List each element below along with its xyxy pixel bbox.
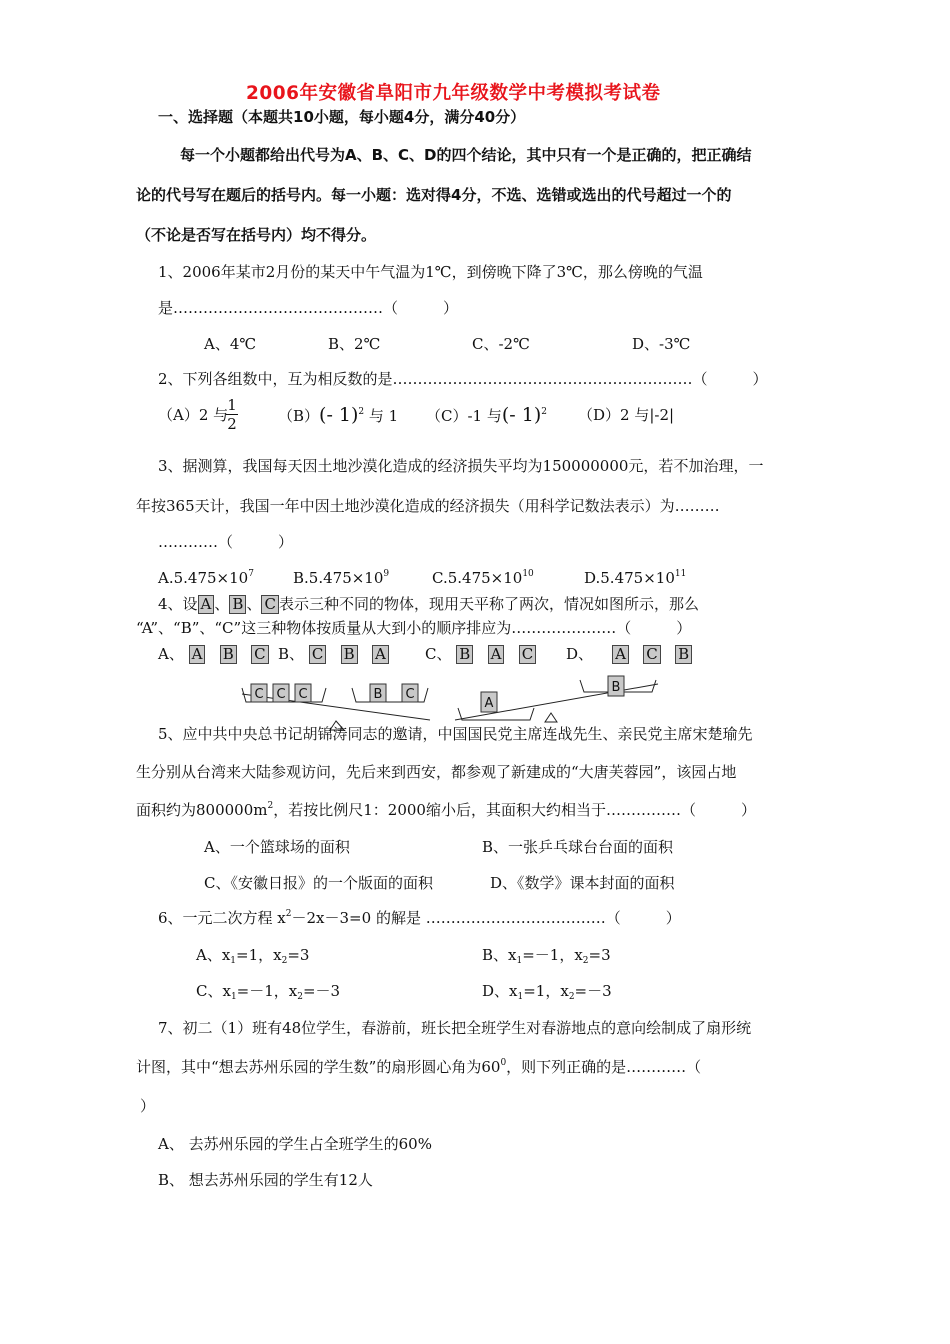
page-title: 2006年安徽省阜阳市九年级数学中考模拟考试卷 — [246, 83, 661, 104]
q4-option-a-box-3: C — [251, 645, 268, 664]
q7-stem-2-exp: 0 — [500, 1058, 507, 1068]
q4-stem-suffix: 表示三种不同的物体，现用天平称了两次，情况如图所示，那么 — [278, 595, 699, 613]
q7-stem-2-suffix: ，则下列正确的是…………（ — [506, 1058, 702, 1076]
q6-c-2: =－1，x — [236, 982, 298, 1000]
q6-d-1: D、x — [482, 982, 518, 1000]
q3-option-a — [158, 568, 254, 588]
q3-option-d — [584, 568, 686, 588]
q3-stem-2: 年按365天计，我国一年中因土地沙漠化造成的经济损失（用科学记数法表示）为……… — [136, 497, 720, 515]
q6-d-2: =1，x — [523, 982, 569, 1000]
q1-option-d: D、-3℃ — [632, 335, 691, 353]
q4-box-b: B — [229, 595, 246, 614]
q3-stem-1: 3、据测算，我国每天因土地沙漠化造成的经济损失平均为150000000元，若不加治理，一 — [158, 457, 764, 475]
q4-sep-2: 、 — [246, 595, 262, 613]
section-heading: 一、选择题（本题共10小题，每小题4分，满分40分） — [158, 108, 526, 126]
q1-option-a: A、4℃ — [204, 335, 257, 353]
q3-stem-3: …………（ ） — [158, 533, 294, 551]
q6-a-3: =3 — [287, 946, 310, 964]
q4-option-a — [158, 644, 269, 664]
q4-stem-prefix: 4、设 — [158, 595, 198, 613]
q3-option-d-base: D.5.475×10 — [584, 569, 675, 587]
q4-option-b-box-3: A — [372, 645, 389, 664]
q2-option-a-text: （A）2 与 — [158, 406, 229, 424]
q2-option-b — [278, 405, 398, 426]
q6-b-sub2: 2 — [582, 956, 589, 966]
q6-c-sub2: 2 — [297, 992, 303, 1002]
q2-fraction-numerator: 1 — [227, 396, 237, 414]
q3-option-a-exp: 7 — [248, 569, 254, 579]
q4-option-d-box-3: B — [675, 645, 692, 664]
q1-stem-2: 是……………………………………（ ） — [158, 299, 459, 317]
q6-d-sub2: 2 — [568, 992, 575, 1002]
q2-option-b-base: (- 1) — [319, 404, 359, 426]
q6-c-3: =－3 — [302, 982, 341, 1000]
q2-option-c-prefix: （C）-1 与 — [426, 407, 502, 425]
q4-option-c-box-1: B — [456, 645, 473, 664]
q6-option-b — [482, 945, 611, 965]
scale1-left-label-1: C — [254, 687, 264, 702]
instruction-line-2: 论的代号写在题后的括号内。每一小题：选对得4分，不选、选错或选出的代号超过一个的 — [136, 186, 732, 204]
q1-option-c: C、-2℃ — [472, 335, 530, 353]
q6-a-2: =1，x — [236, 946, 282, 964]
q4-option-b — [278, 644, 389, 664]
q6-d-3: =－3 — [574, 982, 612, 1000]
q4-option-d-label: D、 — [566, 645, 594, 663]
q6-stem-exp: 2 — [285, 909, 292, 919]
scale1-right-label-2: C — [405, 687, 415, 702]
q6-option-d — [482, 981, 612, 1001]
q2-option-b-suffix: 与 1 — [364, 407, 399, 425]
q6-b-2: =－1，x — [522, 946, 583, 964]
q6-c-sub1: 1 — [230, 992, 237, 1002]
q2-option-d: （D）2 与|-2| — [578, 406, 675, 424]
q2-fraction — [225, 396, 239, 433]
scale2-left-label: A — [484, 696, 494, 711]
q4-stem-1 — [158, 594, 699, 614]
q6-b-3: =3 — [588, 946, 611, 964]
q2-option-c-exp: 2 — [541, 407, 547, 417]
q4-option-b-box-2: B — [341, 645, 358, 664]
q3-option-c-exp: 10 — [522, 569, 534, 579]
q4-option-b-box-1: C — [309, 645, 326, 664]
q2-option-b-prefix: （B） — [278, 407, 320, 425]
q6-c-1: C、x — [196, 982, 231, 1000]
q4-option-d-box-2: C — [643, 645, 660, 664]
q6-stem — [158, 908, 681, 928]
q2-stem: 2、下列各组数中，互为相反数的是……………………………………………………（ ） — [158, 370, 768, 388]
scale2-right-label: B — [611, 680, 621, 695]
q3-option-d-exp: 11 — [674, 569, 687, 579]
q7-stem-1: 7、初二（1）班有48位学生，春游前，班长把全班学生对春游地点的意向绘制成了扇形统 — [158, 1019, 752, 1037]
q3-option-b-exp: 9 — [383, 569, 390, 579]
q6-option-a — [196, 945, 309, 965]
instruction-line-3: （不论是否写在括号内）均不得分。 — [136, 226, 377, 244]
q3-option-b — [293, 568, 389, 588]
q2-fraction-denominator: 2 — [227, 415, 237, 433]
q4-stem-2: “A”、“B”、“C”这三种物体按质量从大到小的顺序排应为…………………（ ） — [136, 619, 692, 637]
q5-stem-3-suffix: ，若按比例尺1：2000缩小后，其面积大约相当于……………（ ） — [273, 801, 756, 819]
q7-stem-2-prefix: 计图，其中“想去苏州乐园的学生数”的扇形圆心角为60 — [136, 1058, 501, 1076]
q4-option-a-label: A、 — [158, 645, 184, 663]
scale1-left-label-3: C — [298, 687, 308, 702]
q7-stem-2 — [136, 1057, 701, 1077]
q7-option-a: A、 去苏州乐园的学生占全班学生的60% — [158, 1135, 432, 1153]
scale1-left-label-2: C — [276, 687, 286, 702]
q2-option-c — [426, 405, 547, 426]
q2-option-b-exp: 2 — [358, 407, 365, 417]
q5-stem-2: 生分别从台湾来大陆参观访问，先后来到西安，都参观了新建成的“大唐芙蓉园”，该园占地 — [136, 763, 737, 781]
q4-option-b-label: B、 — [278, 645, 305, 663]
scale1-right-label-1: B — [373, 687, 383, 702]
q4-option-a-box-1: A — [189, 645, 206, 664]
instruction-line-1: 每一个小题都给出代号为A、B、C、D的四个结论，其中只有一个是正确的，把正确结 — [180, 146, 752, 164]
q3-option-b-base: B.5.475×10 — [293, 569, 384, 587]
q4-box-a: A — [198, 595, 215, 614]
q4-option-d — [566, 644, 692, 664]
q1-option-b: B、2℃ — [328, 335, 381, 353]
q4-option-d-box-1: A — [612, 645, 629, 664]
q3-option-a-base: A.5.475×10 — [158, 569, 249, 587]
q5-option-d: D、《数学》课本封面的面积 — [490, 874, 675, 892]
q1-stem-1: 1、2006年某市2月份的某天中午气温为1℃，到傍晚下降了3℃，那么傍晚的气温 — [158, 263, 703, 281]
q4-option-c — [425, 644, 536, 664]
q6-b-1: B、x — [482, 946, 517, 964]
q5-option-b: B、一张乒乓球台台面的面积 — [482, 838, 674, 856]
q6-stem-suffix: －2x－3=0 的解是 ………………………………（ ） — [291, 909, 681, 927]
q4-option-c-box-2: A — [488, 645, 505, 664]
q7-option-b: B、 想去苏州乐园的学生有12人 — [158, 1171, 373, 1189]
q5-option-a: A、一个篮球场的面积 — [204, 838, 350, 856]
q3-option-c-base: C.5.475×10 — [432, 569, 523, 587]
q2-option-c-base: (- 1) — [501, 404, 542, 426]
q5-stem-3-exp: 2 — [267, 801, 274, 811]
q4-option-a-box-2: B — [220, 645, 237, 664]
q2-option-a — [158, 405, 228, 425]
q5-stem-1: 5、应中共中央总书记胡锦涛同志的邀请，中国国民党主席连战先生、亲民党主席宋楚瑜先 — [158, 725, 753, 743]
q4-option-c-box-3: C — [519, 645, 536, 664]
q6-a-sub1: 1 — [230, 956, 237, 966]
q6-a-sub2: 2 — [281, 956, 288, 966]
q6-b-sub1: 1 — [516, 956, 523, 966]
q5-stem-3-prefix: 面积约为800000m — [136, 801, 268, 819]
q6-a-1: A、x — [196, 946, 231, 964]
q4-box-c: C — [261, 595, 278, 614]
q6-d-sub1: 1 — [517, 992, 524, 1002]
q7-stem-3: ） — [140, 1097, 156, 1115]
q3-option-c — [432, 568, 534, 588]
q4-sep-1: 、 — [214, 595, 230, 613]
q5-option-c: C、《安徽日报》的一个版面的面积 — [204, 874, 433, 892]
q6-option-c — [196, 981, 340, 1001]
q4-option-c-label: C、 — [425, 645, 452, 663]
q5-stem-3 — [136, 800, 756, 820]
q6-stem-prefix: 6、一元二次方程 x — [158, 909, 286, 927]
